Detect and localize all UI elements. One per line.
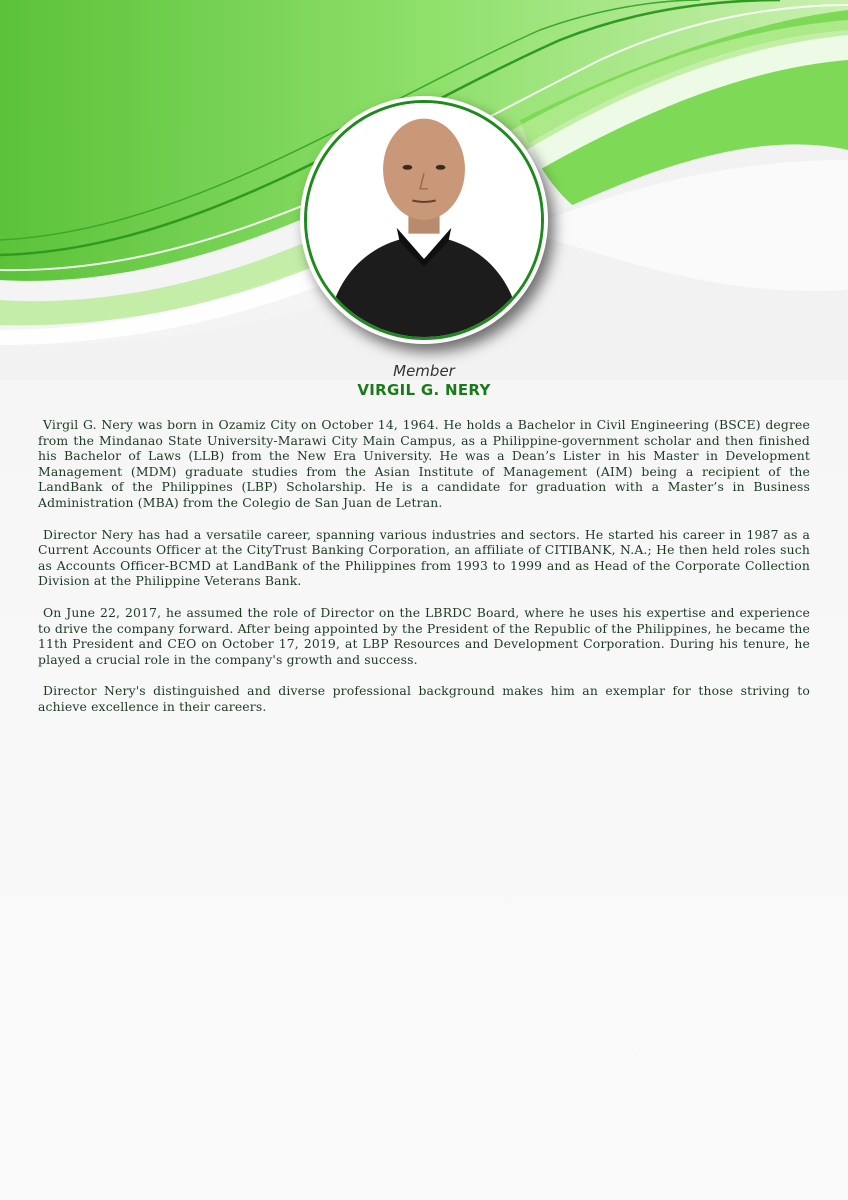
person-silhouette-icon [307, 103, 541, 337]
bio-paragraph: On June 22, 2017, he assumed the role of Director on the LBRDC Board, where he uses his expertise and experience to drive the company forward. After being appointed by the President of the Republic of the Philippines, he became the 11th President and CEO on October 17, 2019, at LBP Resources and Development Corporation. During his tenure, he played a crucial role in the company's growth and success. [38, 604, 810, 667]
bio-paragraph: Director Nery's distinguished and diverse professional background makes him an exemplar for those striving to achieve excellence in their careers. [38, 683, 810, 714]
portrait-photo [304, 100, 544, 340]
member-name: VIRGIL G. NERY [357, 381, 491, 399]
bio-paragraph: Director Nery has had a versatile career, spanning various industries and sectors. He started his career in 1987 as a Current Accounts Officer at the CityTrust Banking Corporation, an affiliate of CITIBANK, N.A.; He then held roles such as Accounts Officer-BCMD at LandBank of the Philippines from 1993 to 1999 and as Head of the Corporate Collection Division at the Philippine Veterans Bank. [38, 526, 810, 589]
biography [38, 417, 810, 731]
bio-paragraph: Virgil G. Nery was born in Ozamiz City on October 14, 1964. He holds a Bachelor in Civil Engineering (BSCE) degree from the Mindanao State University-Marawi City Main Campus, as a Philippine-government scholar and then finished his Bachelor of Laws (LLB) from the New Era University. He was a Dean’s Lister in his Master in Development Management (MDM) graduate studies from the Asian Institute of Management (AIM) being a recipient of the LandBank of the Philippines (LBP) Scholarship. He is a candidate for graduation with a Master’s in Business Administration (MBA) from the Colegio de San Juan de Letran. [38, 417, 810, 510]
member-role-label: Member [393, 362, 455, 380]
